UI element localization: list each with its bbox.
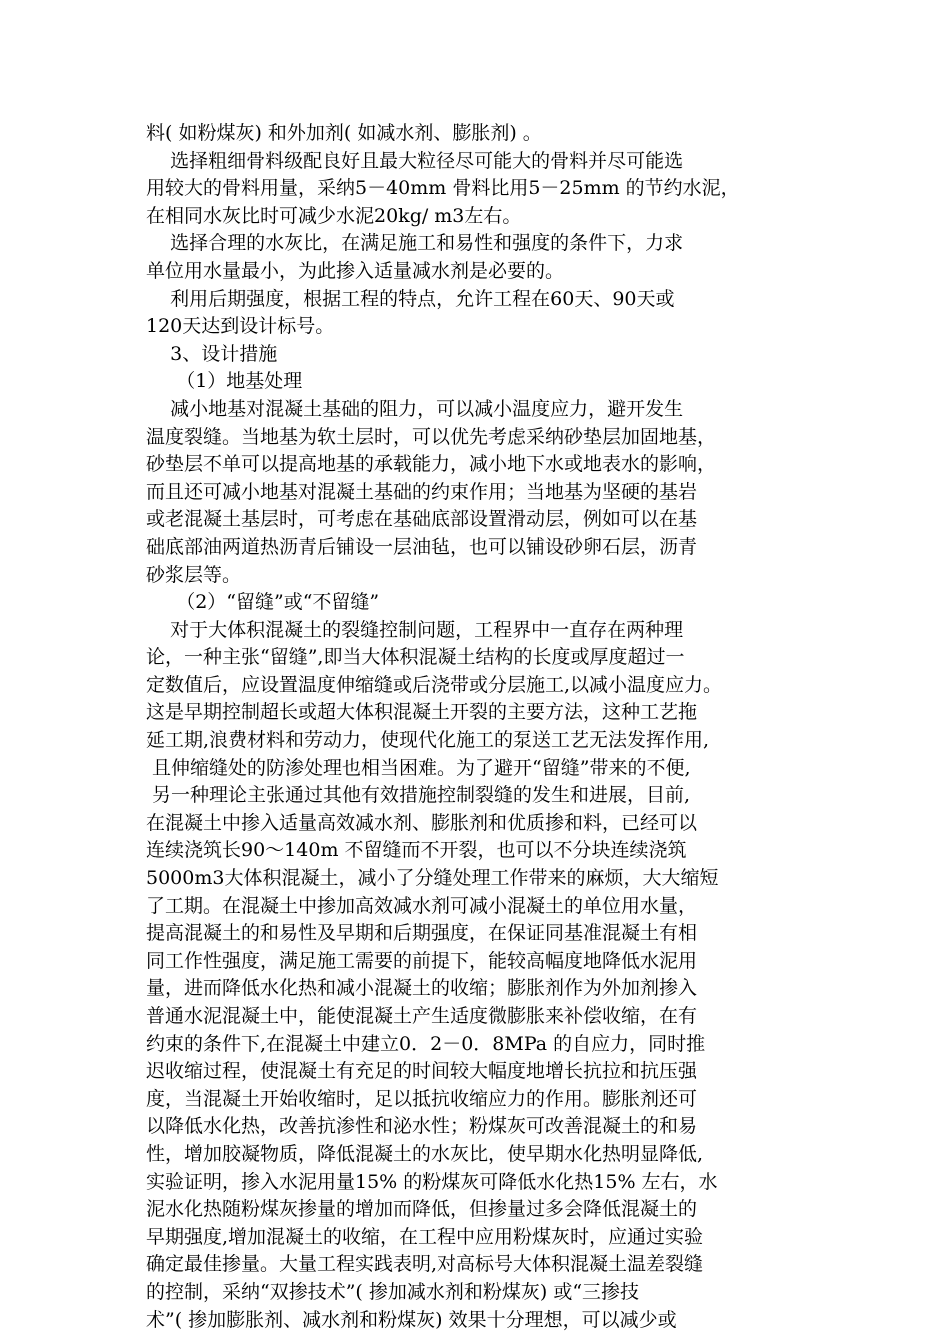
text-line: 定数值后，应设置温度伸缩缝或后浇带或分层施工,以减小温度应力。 <box>146 673 723 696</box>
text-line: 延工期,浪费材料和劳动力，使现代化施工的泵送工艺无法发挥作用, <box>146 729 710 752</box>
text-line: 利用后期强度，根据工程的特点，允许工程在60天、90天或 <box>146 287 675 310</box>
text-line: 砂垫层不单可以提高地基的承载能力，减小地下水或地表水的影响， <box>146 453 717 476</box>
text-line: 对于大体积混凝土的裂缝控制问题，工程界中一直存在两种理 <box>146 618 684 641</box>
text-line: 而且还可减小地基对混凝土基础的约束作用；当地基为坚硬的基岩 <box>146 480 698 503</box>
text-line: 术”( 掺加膨胀剂、减水剂和粉煤灰) 效果十分理想，可以减少或 <box>146 1308 677 1331</box>
text-line: 3、设计措施 <box>146 342 278 365</box>
text-line: 早期强度,增加混凝土的收缩，在工程中应用粉煤灰时，应通过实验 <box>146 1225 704 1248</box>
text-line: 用较大的骨料用量，采纳5－40mm 骨料比用5－25mm 的节约水泥， <box>146 177 740 200</box>
text-line: 在相同水灰比时可减少水泥20kg/ m3左右。 <box>146 204 522 227</box>
text-line: 减小地基对混凝土基础的阻力，可以减小温度应力，避开发生 <box>146 397 684 420</box>
text-line: 5000m3大体积混凝土，减小了分缝处理工作带来的麻烦，大大缩短 <box>146 867 719 890</box>
text-line: 量，进而降低水化热和减小混凝土的收缩；膨胀剂作为外加剂掺入 <box>146 977 698 1000</box>
text-line: 了工期。在混凝土中掺加高效减水剂可减小混凝土的单位用水量， <box>146 894 698 917</box>
text-line: 温度裂缝。当地基为软土层时，可以优先考虑采纳砂垫层加固地基， <box>146 425 717 448</box>
text-line: 普通水泥混凝土中，能使混凝土产生适度微膨胀来补偿收缩，在有 <box>146 1005 698 1027</box>
text-line: 另一种理论主张通过其他有效措施控制裂缝的发生和进展，目前, <box>146 784 691 807</box>
text-line: 迟收缩过程，使混凝土有充足的时间较大幅度地增长抗拉和抗压强 <box>146 1060 698 1083</box>
text-line: 性，增加胶凝物质，降低混凝土的水灰比，使早期水化热明显降低, <box>146 1142 704 1165</box>
text-line: 选择粗细骨料级配良好且最大粒径尽可能大的骨料并尽可能选 <box>146 149 684 172</box>
text-line: 料( 如粉煤灰) 和外加剂( 如减水剂、膨胀剂) 。 <box>146 122 542 144</box>
text-line: 约束的条件下,在混凝土中建立0．2－0．8MPa 的自应力，同时推 <box>146 1032 706 1055</box>
text-line: 度，当混凝土开始收缩时，足以抵抗收缩应力的作用。膨胀剂还可 <box>146 1087 698 1110</box>
text-line: 砂浆层等。 <box>146 563 242 586</box>
text-line: 提高混凝土的和易性及早期和后期强度，在保证同基准混凝土有相 <box>146 922 698 945</box>
text-line: 选择合理的水灰比，在满足施工和易性和强度的条件下，力求 <box>146 232 684 255</box>
text-line: 实验证明，掺入水泥用量15% 的粉煤灰可降低水化热15% 左右，水 <box>146 1170 718 1193</box>
text-line: 确定最佳掺量。大量工程实践表明,对高标号大体积混凝土温差裂缝 <box>146 1253 704 1276</box>
text-line: 且伸缩缝处的防渗处理也相当困难。为了避开“留缝”带来的不便, <box>146 756 691 779</box>
text-line: 在混凝土中掺入适量高效减水剂、膨胀剂和优质掺和料，已经可以 <box>146 811 698 834</box>
text-line: 120天达到设计标号。 <box>146 315 335 338</box>
text-line: 同工作性强度，满足施工需要的前提下，能较高幅度地降低水泥用 <box>146 949 698 972</box>
text-line: 单位用水量最小，为此掺入适量减水剂是必要的。 <box>146 259 565 282</box>
text-line: 连续浇筑长90～140m 不留缝而不开裂，也可以不分块连续浇筑 <box>146 839 687 862</box>
text-line: （1）地基处理 <box>146 370 303 393</box>
text-line: 论，一种主张“留缝”,即当大体积混凝土结构的长度或厚度超过一 <box>146 646 685 669</box>
text-line: 以降低水化热，改善抗渗性和泌水性；粉煤灰可改善混凝土的和易 <box>146 1115 698 1138</box>
body-text <box>146 120 816 1334</box>
text-line: 的控制，采纳“双掺技术”( 掺加减水剂和粉煤灰) 或“三掺技 <box>146 1280 640 1303</box>
text-line: 础底部油两道热沥青后铺设一层油毡，也可以铺设砂卵石层，沥青 <box>146 535 698 558</box>
text-line: 泥水化热随粉煤灰掺量的增加而降低，但掺量过多会降低混凝土的 <box>146 1198 698 1221</box>
text-line: 或老混凝土基层时，可考虑在基础底部设置滑动层，例如可以在基 <box>146 508 698 531</box>
text-line: 这是早期控制超长或超大体积混凝土开裂的主要方法，这种工艺拖 <box>146 701 698 724</box>
text-line: （2）“留缝”或“不留缝” <box>146 591 380 614</box>
